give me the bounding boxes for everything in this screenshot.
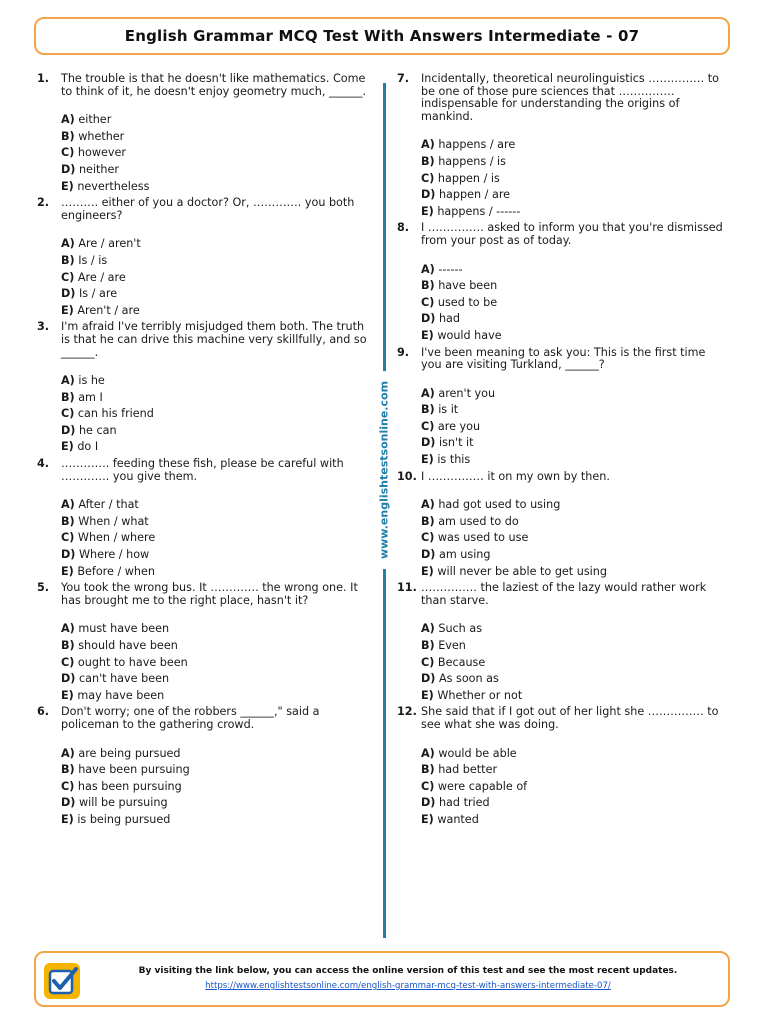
option-letter: E) (61, 688, 74, 702)
option-text: is it (438, 403, 459, 417)
option-text: When / what (78, 514, 149, 528)
answer-option (421, 204, 727, 221)
answer-option (61, 497, 367, 514)
answer-option (61, 564, 367, 581)
option-letter: B) (421, 154, 435, 168)
question-block (397, 222, 727, 344)
answer-option (421, 812, 727, 829)
option-text: would be able (438, 746, 517, 760)
answer-option (421, 514, 727, 531)
option-text: wanted (437, 812, 479, 826)
option-letter: D) (421, 796, 436, 810)
question (397, 471, 727, 484)
option-letter: D) (61, 162, 76, 176)
option-text: As soon as (438, 672, 499, 686)
answer-option (61, 530, 367, 547)
question-text: …………. feeding these fish, please be careful with …………. you give them. (61, 457, 344, 483)
footer-box (34, 951, 730, 1007)
option-text: used to be (437, 295, 498, 309)
answer-option (421, 746, 727, 763)
option-text: am I (78, 390, 103, 404)
answer-option (61, 179, 367, 196)
option-letter: D) (421, 436, 436, 450)
answer-option (61, 112, 367, 129)
option-letter: A) (61, 746, 75, 760)
option-text: Before / when (77, 564, 156, 578)
option-text: is being pursued (77, 812, 171, 826)
option-text: neither (78, 162, 120, 176)
answer-option (61, 439, 367, 456)
option-text: When / where (77, 531, 156, 545)
answer-option (421, 530, 727, 547)
answer-options (421, 137, 727, 220)
answer-option (61, 812, 367, 829)
answer-option (61, 688, 367, 705)
option-letter: E) (421, 564, 434, 578)
question-text: I'm afraid I've terribly misjudged them both. The truth is that he can drive this machine very skillfully, and so ______. (61, 320, 367, 359)
option-letter: A) (61, 622, 75, 636)
question-number: 5. (37, 581, 50, 595)
footer-link[interactable]: https://www.englishtestsonline.com/english-grammar-mcq-test-with-answers-intermediate-07/ (205, 981, 611, 991)
option-letter: B) (421, 639, 435, 652)
option-text: whether (78, 129, 125, 143)
option-letter: A) (421, 498, 435, 512)
answer-option (421, 435, 727, 452)
answer-options (421, 262, 727, 345)
option-letter: D) (421, 672, 436, 686)
option-letter: C) (61, 655, 75, 669)
question-number: 2. (37, 196, 50, 210)
question-block (37, 458, 367, 580)
option-text: happen / are (438, 188, 511, 202)
option-text: are being pursued (78, 746, 181, 760)
option-letter: C) (421, 655, 435, 669)
question-text: Don't worry; one of the robbers ______," said a policeman to the gathering crowd. (61, 705, 320, 731)
option-letter: C) (61, 531, 75, 545)
question-block (397, 73, 727, 220)
answer-option (61, 547, 367, 564)
option-text: are you (437, 419, 481, 433)
answer-option (421, 688, 727, 705)
answer-option (61, 514, 367, 531)
question-text: ………. either of you a doctor? Or, …………. you both engineers? (61, 196, 355, 222)
question-text: I …………… it on my own by then. (421, 469, 610, 483)
option-letter: D) (421, 188, 436, 202)
option-letter: E) (421, 688, 434, 702)
option-text: may have been (77, 688, 165, 702)
question-block (37, 73, 367, 195)
option-letter: C) (61, 407, 75, 421)
answer-option (61, 779, 367, 796)
option-letter: C) (61, 779, 75, 793)
option-letter: B) (61, 253, 75, 267)
option-letter: D) (61, 287, 76, 301)
answer-option (421, 311, 727, 328)
option-text: Aren't / are (77, 303, 140, 317)
answer-option (61, 236, 367, 253)
option-text: will never be able to get using (437, 564, 607, 578)
option-letter: E) (421, 204, 434, 218)
option-letter: D) (421, 548, 436, 562)
answer-option (421, 779, 727, 796)
option-letter: A) (61, 374, 75, 388)
answer-options (61, 112, 367, 195)
option-letter: A) (421, 138, 435, 152)
option-letter: E) (421, 812, 434, 826)
answer-option (421, 187, 727, 204)
answer-options (61, 373, 367, 456)
answer-option (421, 278, 727, 295)
title-box (34, 17, 730, 55)
option-text: was used to use (437, 531, 529, 545)
answer-option (421, 171, 727, 188)
answer-option (421, 295, 727, 312)
option-text: is he (78, 374, 105, 388)
question-block (37, 582, 367, 704)
option-letter: B) (421, 763, 435, 777)
answer-options (61, 621, 367, 704)
question-number: 4. (37, 457, 50, 471)
question-number: 10. (397, 469, 417, 483)
option-text: had tried (438, 796, 490, 810)
option-text: had got used to using (438, 498, 561, 512)
question-block (37, 706, 367, 828)
option-letter: B) (61, 129, 75, 143)
option-text: had (438, 312, 461, 326)
option-letter: A) (421, 746, 435, 760)
answer-option (421, 762, 727, 779)
option-letter: B) (421, 279, 435, 293)
question-text: The trouble is that he doesn't like mathematics. Come to think of it, he doesn't enjoy geometry much, ______. (61, 72, 367, 98)
answer-option (61, 655, 367, 672)
answer-option (61, 129, 367, 146)
option-letter: E) (61, 303, 74, 317)
answer-option (421, 262, 727, 279)
questions-column-left (37, 73, 367, 831)
option-letter: A) (421, 622, 435, 636)
option-text: am using (438, 548, 491, 562)
answer-options (61, 746, 367, 829)
answer-option (421, 621, 727, 638)
answer-option (421, 154, 727, 171)
option-text: happens / are (438, 138, 516, 152)
answer-option (61, 390, 367, 407)
answer-option (421, 547, 727, 564)
option-text: must have been (78, 622, 170, 636)
checkbox-check-icon (42, 961, 82, 1005)
question (37, 706, 367, 731)
answer-option (61, 795, 367, 812)
answer-options (61, 236, 367, 319)
site-name-vertical: www.englishtestsonline.com (372, 371, 397, 569)
option-letter: B) (61, 514, 75, 528)
question-text: I …………… asked to inform you that you're dismissed from your post as of today. (421, 221, 723, 247)
option-letter: A) (61, 498, 75, 512)
option-text: ought to have been (77, 655, 188, 669)
answer-option (61, 762, 367, 779)
answer-option (61, 621, 367, 638)
option-letter: B) (61, 639, 75, 652)
question-text: You took the wrong bus. It …………. the wrong one. It has brought me to the right place, hasn't it? (61, 581, 358, 607)
option-text: will be pursuing (78, 796, 168, 810)
question-text: Incidentally, theoretical neurolinguistics …………… to be one of those pure sciences that …………… indispensable for understanding the origins of mankind. (421, 72, 719, 123)
option-text: Such as (438, 622, 483, 636)
option-text: he can (78, 423, 117, 437)
answer-option (421, 452, 727, 469)
answer-option (421, 795, 727, 812)
footer-note: By visiting the link below, you can access the online version of this test and see the most recent updates. (138, 966, 678, 976)
answer-option (61, 406, 367, 423)
page-title: English Grammar MCQ Test With Answers Intermediate - 07 (124, 27, 640, 45)
option-letter: E) (421, 453, 434, 467)
answer-option (421, 386, 727, 403)
option-letter: A) (61, 113, 75, 127)
option-text: can his friend (77, 407, 154, 421)
option-letter: B) (61, 763, 75, 777)
option-text: After / that (78, 498, 139, 512)
answer-option (421, 328, 727, 345)
option-text: have been (438, 279, 498, 293)
answer-option (421, 564, 727, 581)
answer-option (61, 162, 367, 179)
answer-option (421, 402, 727, 419)
option-letter: C) (421, 779, 435, 793)
option-text: happens / is (438, 154, 506, 168)
answer-option (421, 497, 727, 514)
option-letter: D) (61, 423, 76, 437)
question-text: …………… the laziest of the lazy would rather work than starve. (421, 581, 707, 607)
answer-option (421, 419, 727, 436)
option-letter: E) (61, 564, 74, 578)
question (397, 347, 727, 372)
option-letter: E) (421, 328, 434, 342)
question-number: 12. (397, 705, 417, 719)
question (37, 73, 367, 98)
question-block (397, 582, 727, 704)
question (397, 582, 727, 607)
option-letter: D) (61, 548, 76, 562)
option-letter: C) (421, 295, 435, 309)
option-letter: D) (421, 312, 436, 326)
question-block (397, 471, 727, 581)
option-text: aren't you (438, 386, 496, 400)
option-text: would have (437, 328, 502, 342)
answer-options (421, 746, 727, 829)
question-block (37, 197, 367, 319)
option-text: happen / is (437, 171, 500, 185)
question-text: I've been meaning to ask you: This is the first time you are visiting Turkland, ______? (421, 345, 706, 372)
option-text: were capable of (437, 779, 528, 793)
option-letter: B) (421, 514, 435, 528)
answer-option (61, 671, 367, 688)
option-letter: C) (61, 146, 75, 160)
option-text: Even (438, 639, 466, 652)
answer-options (421, 386, 727, 469)
option-letter: C) (421, 419, 435, 433)
question-text: She said that if I got out of her light she …………… to see what she was doing. (421, 705, 719, 731)
question (37, 582, 367, 607)
option-letter: E) (61, 812, 74, 826)
question (37, 197, 367, 222)
option-text: nevertheless (77, 179, 150, 193)
question-block (397, 706, 727, 828)
answer-options (421, 497, 727, 580)
question-block (37, 321, 367, 456)
option-text: Are / aren't (78, 237, 141, 251)
question-number: 9. (397, 345, 410, 359)
option-text: Whether or not (437, 688, 523, 702)
answer-option (61, 253, 367, 270)
option-letter: E) (61, 179, 74, 193)
question-number: 11. (397, 581, 417, 595)
option-text: Is / are (78, 287, 118, 301)
option-text: do I (77, 440, 99, 454)
option-letter: C) (421, 531, 435, 545)
option-text: however (77, 146, 126, 160)
answer-option (61, 638, 367, 655)
answer-option (421, 655, 727, 672)
answer-option (61, 373, 367, 390)
question-number: 6. (37, 705, 50, 719)
option-text: ------ (438, 262, 463, 276)
option-letter: C) (61, 270, 75, 284)
answer-option (61, 145, 367, 162)
answer-option (61, 286, 367, 303)
option-text: is this (437, 453, 471, 467)
option-text: isn't it (438, 436, 474, 450)
answer-option (61, 746, 367, 763)
answer-option (421, 638, 727, 655)
question (37, 321, 367, 359)
option-letter: A) (61, 237, 75, 251)
option-text: can't have been (78, 672, 170, 686)
question (397, 706, 727, 731)
answer-option (61, 423, 367, 440)
option-text: have been pursuing (78, 763, 190, 777)
option-text: Where / how (78, 548, 150, 562)
answer-option (421, 137, 727, 154)
option-letter: E) (61, 440, 74, 454)
question-number: 1. (37, 72, 50, 85)
option-text: am used to do (438, 514, 519, 528)
option-text: either (78, 113, 112, 127)
option-letter: A) (421, 386, 435, 400)
option-text: happens / ------ (437, 204, 521, 218)
question (397, 222, 727, 247)
question (397, 73, 727, 123)
questions-column-right (397, 73, 727, 831)
option-text: Is / is (78, 253, 108, 267)
option-text: Are / are (77, 270, 126, 284)
option-text: had better (438, 763, 498, 777)
question (37, 458, 367, 483)
option-text: has been pursuing (77, 779, 182, 793)
question-number: 8. (397, 221, 410, 235)
option-text: should have been (78, 639, 178, 652)
question-block (397, 347, 727, 469)
question-number: 7. (397, 72, 410, 85)
option-letter: A) (421, 262, 435, 276)
answer-option (61, 270, 367, 287)
option-letter: D) (61, 796, 76, 810)
option-letter: B) (421, 403, 435, 417)
answer-options (61, 497, 367, 580)
answer-option (421, 671, 727, 688)
answer-options (421, 621, 727, 704)
answer-option (61, 303, 367, 320)
option-letter: C) (421, 171, 435, 185)
option-letter: D) (61, 672, 76, 686)
question-number: 3. (37, 320, 50, 334)
option-text: Because (437, 655, 486, 669)
option-letter: B) (61, 390, 75, 404)
